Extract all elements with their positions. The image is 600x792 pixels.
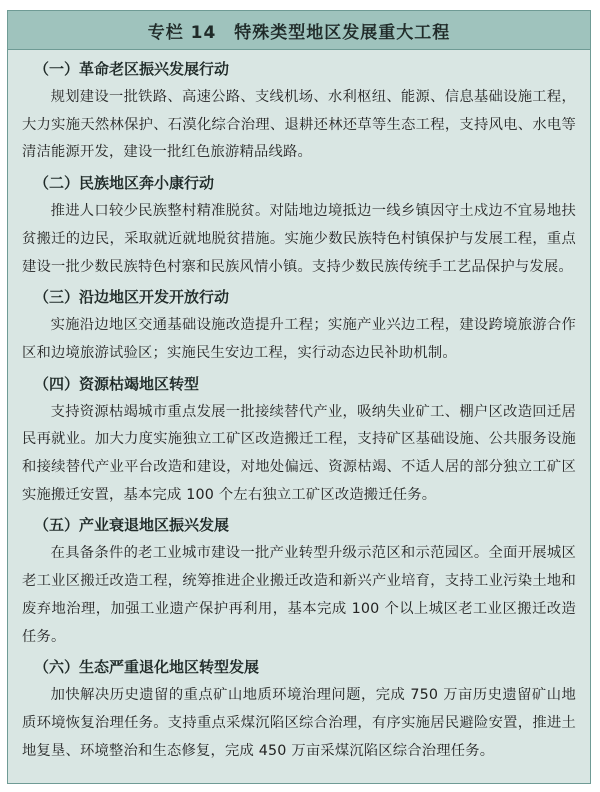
section-body: 规划建设一批铁路、高速公路、支线机场、水利枢纽、能源、信息基础设施工程，大力实施天然林保护、石漠化综合治理、退耕还林还草等生态工程，支持风电、水电等清洁能源开发，建设一批红色旅游精品线路。: [22, 89, 576, 161]
section-title: （五）产业衰退地区振兴发展: [34, 516, 230, 535]
column-number: 专栏 14: [147, 22, 217, 43]
column-content: [8, 50, 590, 765]
section-resource-depleted-areas: [22, 372, 576, 510]
section-title: （六）生态严重退化地区转型发展: [34, 658, 260, 677]
section-title: （二）民族地区奔小康行动: [34, 174, 215, 193]
section-body: 实施沿边地区交通基础设施改造提升工程；实施产业兴边工程，建设跨境旅游合作区和边境旅游试验区；实施民生安边工程，实行动态边民补助机制。: [22, 317, 576, 361]
column-header: [8, 11, 590, 50]
section-body: 在具备条件的老工业城市建设一批产业转型升级示范区和示范园区。全面开展城区老工业区搬迁改造工程，统筹推进企业搬迁改造和新兴产业培育，支持工业污染土地和废弃地治理，加强工业遗产保护再利用，基本完成 100 个以上城区老工业区搬迁改造任务。: [22, 545, 576, 645]
section-body: 支持资源枯竭城市重点发展一批接续替代产业，吸纳失业矿工、棚户区改造回迁居民再就业。加大力度实施独立工矿区改造搬迁工程，支持矿区基础设施、公共服务设施和接续替代产业平台改造和建设，对地处偏远、资源枯竭、不适人居的部分独立工矿区实施搬迁安置，基本完成 100 个左右独立工矿区改造搬迁任务。: [22, 403, 576, 503]
section-ethnic-areas: [22, 171, 576, 281]
section-border-areas: [22, 285, 576, 367]
special-column-panel: [7, 10, 591, 784]
section-title: （一）革命老区振兴发展行动: [34, 60, 230, 78]
section-ecological-degradation-areas: [22, 655, 576, 765]
section-body: 加快解决历史遗留的重点矿山地质环境治理问题，完成 750 万亩历史遗留矿山地质环境恢复治理任务。支持重点采煤沉陷区综合治理，有序实施居民避险安置，推进土地复垦、环境整治和生态修复，完成 450 万亩采煤沉陷区综合治理任务。: [22, 687, 576, 759]
section-title: （三）沿边地区开发开放行动: [34, 288, 230, 307]
column-title: 特殊类型地区发展重大工程: [234, 22, 451, 43]
section-title: （四）资源枯竭地区转型: [34, 374, 200, 393]
section-revolutionary-areas: [22, 57, 576, 167]
section-body: 推进人口较少民族整村精准脱贫。对陆地边境抵边一线乡镇因守土戍边不宜易地扶贫搬迁的边民，采取就近就地脱贫措施。实施少数民族特色村镇保护与发展工程，重点建设一批少数民族特色村寨和民族风情小镇。支持少数民族传统手工艺品保护与发展。: [22, 203, 576, 275]
section-industrial-decline-areas: [22, 513, 576, 651]
